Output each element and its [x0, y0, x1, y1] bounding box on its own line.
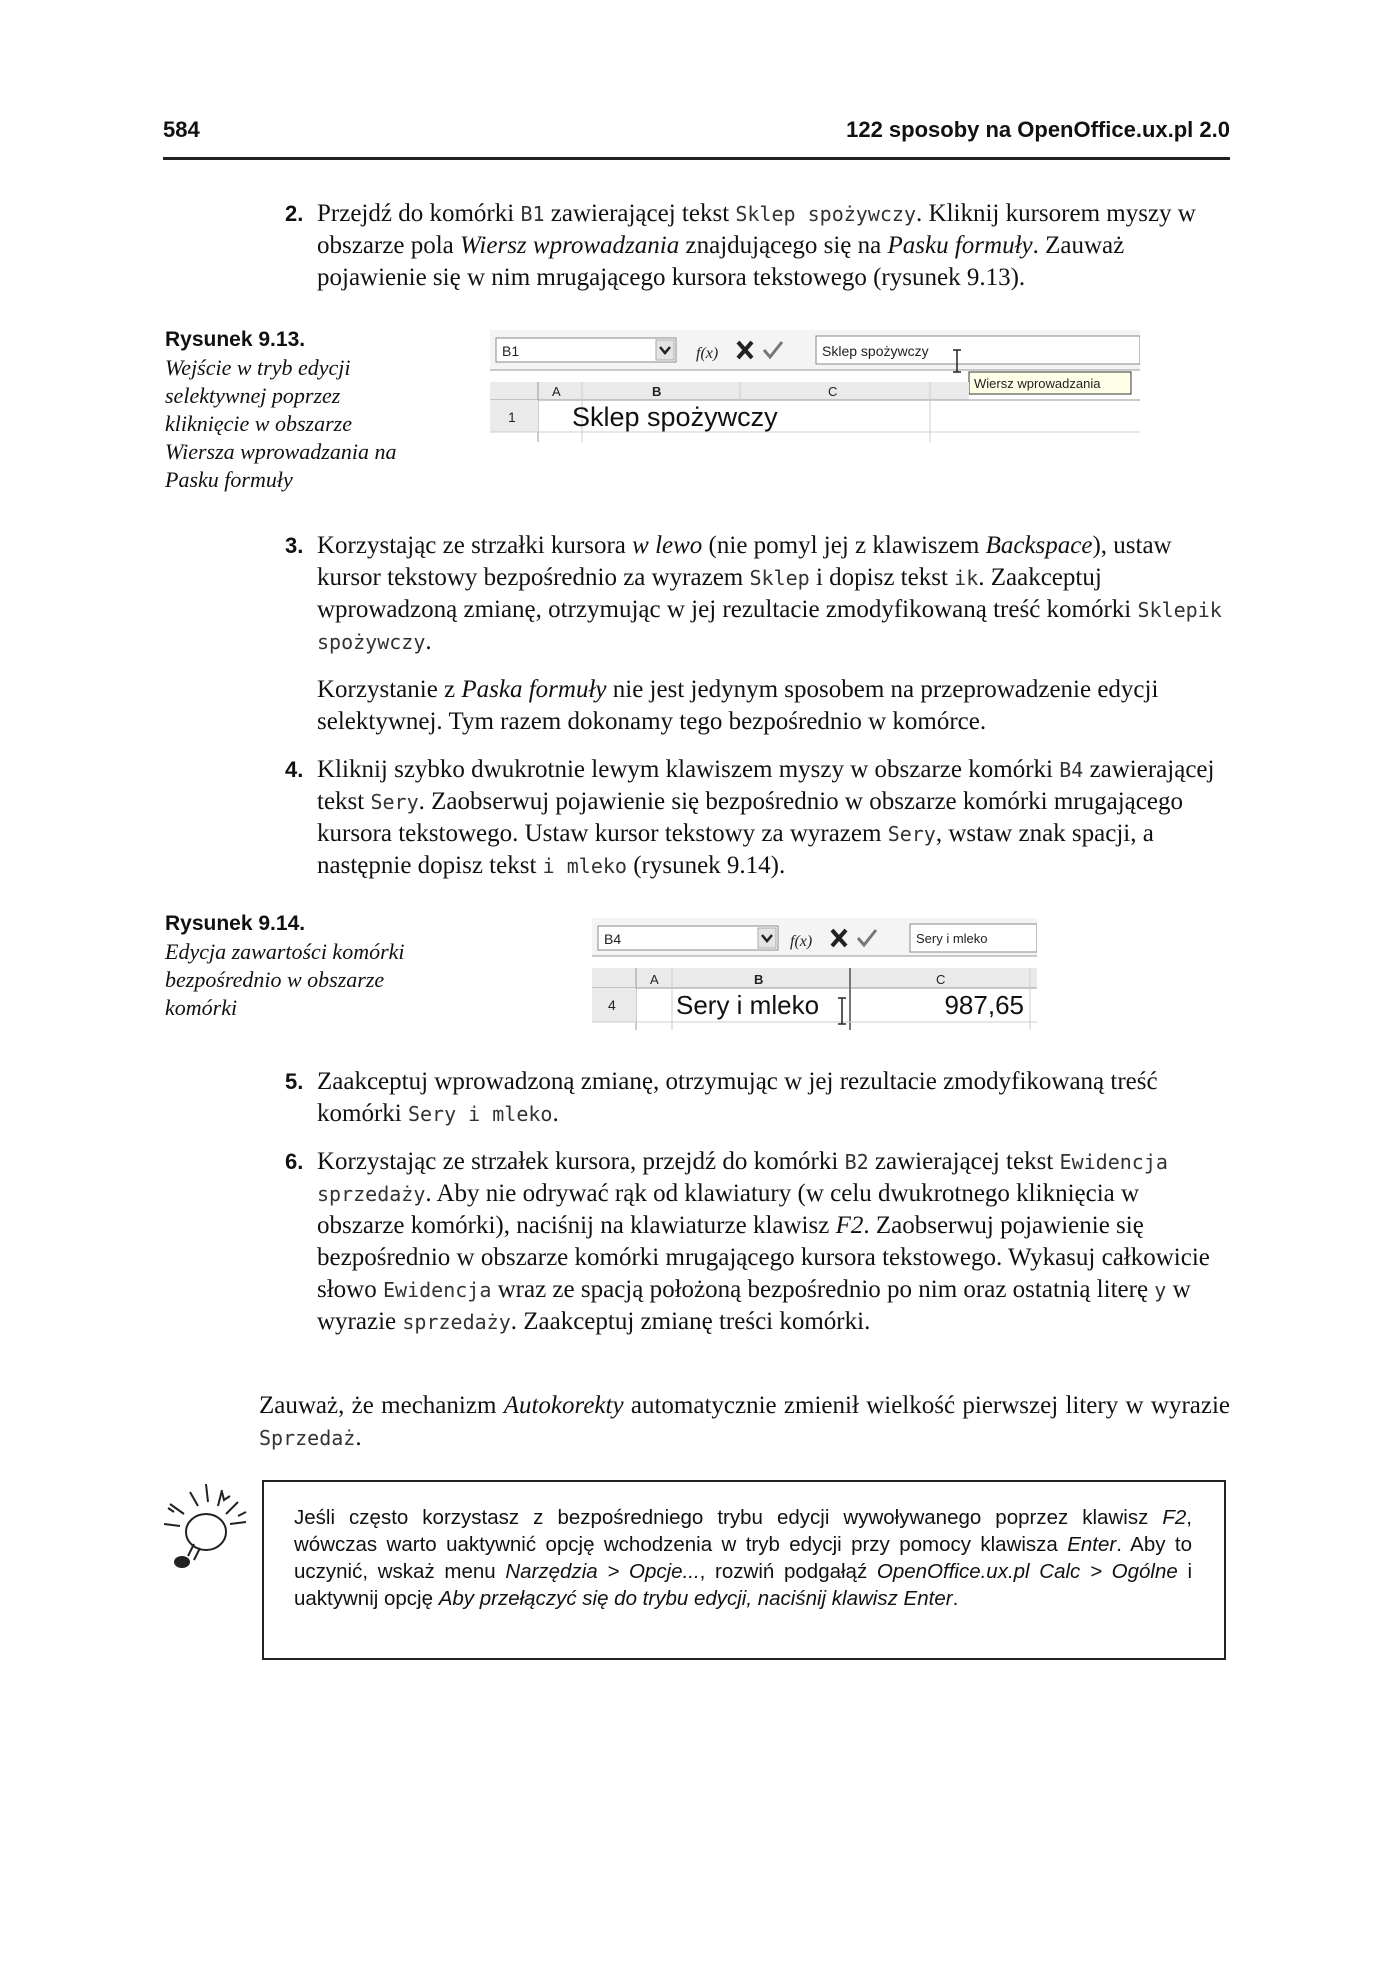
- step-text: [317, 1146, 1230, 1338]
- code: Ewidencja: [382, 1278, 492, 1302]
- code: ik: [954, 566, 979, 590]
- emphasis: w lewo: [632, 532, 703, 559]
- lightbulb-icon: [160, 1482, 252, 1572]
- name-box[interactable]: B4: [604, 931, 622, 947]
- text: zawierającej tekst: [868, 1148, 1060, 1175]
- step-6: [285, 1146, 1230, 1338]
- code: Sprzedaż: [259, 1426, 356, 1450]
- paragraph: [317, 674, 1230, 738]
- text: . Zaobserwuj pojawienie się bezpośrednio w obszarze komórki mrugającego kursora tekstowego. Wykasuj całkowicie słowo: [317, 1212, 1210, 1303]
- step-text: [317, 1066, 1230, 1130]
- code: i mleko: [542, 854, 627, 878]
- text: .: [952, 1587, 959, 1610]
- step-number: 3.: [285, 533, 304, 558]
- column-header-c[interactable]: C: [828, 384, 838, 399]
- emphasis: Wiersz wprowadzania: [459, 232, 680, 259]
- page-header: [163, 117, 1230, 160]
- figure-caption-9-13: [165, 326, 405, 494]
- step-5: [285, 1066, 1230, 1130]
- code: Sklep spożywczy: [735, 202, 917, 226]
- figure-title: Rysunek 9.14.: [165, 912, 306, 935]
- text: . Zauważ pojawienie się w nim mrugającego kursora tekstowego (rysunek 9.13).: [317, 232, 1125, 291]
- figure-9-13-screenshot: [490, 330, 1140, 442]
- function-wizard-icon[interactable]: f(x): [696, 345, 719, 362]
- cell-a1[interactable]: Sklep spożywczy: [572, 402, 778, 432]
- text: (rysunek 9.14).: [626, 852, 786, 879]
- emphasis: Aby przełączyć się do trybu edycji, naciśnij klawisz Enter: [438, 1587, 953, 1610]
- text: Zauważ, że mechanizm: [259, 1392, 504, 1419]
- text: Kliknij szybko dwukrotnie lewym klawiszem myszy w obszarze komórki: [317, 756, 1060, 783]
- emphasis: F2: [835, 1212, 864, 1239]
- step-4: [285, 754, 1230, 882]
- emphasis: OpenOffice.ux.pl Calc > Ogólne: [876, 1560, 1178, 1583]
- text: Jeśli często korzystasz z bezpośredniego trybu edycji wywoływanego poprzez klawisz: [294, 1506, 1163, 1529]
- text: i dopisz tekst: [809, 564, 955, 591]
- text: Korzystając ze strzałki kursora: [317, 532, 633, 559]
- text: zawierającej tekst: [317, 756, 1215, 815]
- text: . Zaakceptuj zmianę treści komórki.: [510, 1308, 871, 1335]
- figure-caption-text: Edycja zawartości komórki bezpośrednio w obszarze komórki: [165, 939, 405, 1020]
- code: Sklep: [749, 566, 810, 590]
- text: w wyrazie: [317, 1276, 1191, 1335]
- text: Korzystanie z: [317, 676, 462, 703]
- page-number: 584: [163, 117, 200, 142]
- emphasis: Backspace: [985, 532, 1093, 559]
- closing-paragraph: [259, 1390, 1230, 1454]
- text: . Zaobserwuj pojawienie się bezpośrednio w obszarze komórki mrugającego kursora tekstowego. Ustaw kursor tekstowy za wyrazem: [317, 788, 1183, 847]
- figure-caption-9-14: [165, 910, 405, 1022]
- code: Sery: [370, 790, 419, 814]
- text: (nie pomyl jej z klawiszem: [702, 532, 986, 559]
- code: B1: [520, 202, 545, 226]
- column-header-c[interactable]: C: [936, 972, 946, 987]
- tooltip: Wiersz wprowadzania: [974, 376, 1101, 391]
- row-header[interactable]: 1: [508, 409, 516, 425]
- input-line[interactable]: Sklep spożywczy: [822, 343, 929, 359]
- text: , wstaw znak spacji, a następnie dopisz tekst: [317, 820, 1154, 879]
- text: . Kliknij kursorem myszy w obszarze pola: [317, 200, 1196, 259]
- column-header-a[interactable]: A: [650, 972, 659, 987]
- emphasis: Narzędzia > Opcje...: [505, 1560, 700, 1583]
- step-number: 4.: [285, 757, 304, 782]
- text: nie jest jedynym sposobem na przeprowadzenie edycji selektywnej. Tym razem dokonamy tego bezpośrednio w komórce.: [317, 676, 1159, 735]
- text: i uaktywnij opcję: [294, 1560, 1193, 1610]
- text: .: [425, 628, 432, 655]
- step-text: [317, 198, 1230, 294]
- text: Przejdź do komórki: [317, 200, 521, 227]
- text: automatycznie zmienił wielkość pierwszej litery w wyrazie: [623, 1392, 1231, 1419]
- column-header-a[interactable]: A: [552, 384, 561, 399]
- text: zawierającej tekst: [544, 200, 736, 227]
- text: Korzystając ze strzałek kursora, przejdź do komórki: [317, 1148, 845, 1175]
- code: y: [1154, 1278, 1167, 1302]
- figure-title: Rysunek 9.13.: [165, 328, 306, 351]
- text: .: [552, 1100, 559, 1127]
- code: Sklepik spożywczy: [317, 598, 1222, 654]
- step-text: [317, 754, 1230, 882]
- row-header[interactable]: 4: [608, 997, 616, 1013]
- code: B2: [844, 1150, 869, 1174]
- emphasis: Autokorekty: [503, 1392, 624, 1419]
- name-box[interactable]: B1: [502, 343, 520, 359]
- figure-9-14-screenshot: [592, 918, 1037, 1030]
- text: . Aby to uczynić, wskaż menu: [294, 1533, 1192, 1583]
- tip-text: [294, 1504, 1192, 1612]
- text: Zaakceptuj wprowadzoną zmianę, otrzymując w jej rezultacie zmodyfikowaną treść komórki: [317, 1068, 1158, 1127]
- text: , wówczas warto uaktywnić opcję wchodzenia w tryb edycji przy pomocy klawisza: [294, 1506, 1192, 1556]
- step-2: [285, 198, 1230, 294]
- function-wizard-icon[interactable]: f(x): [790, 933, 813, 950]
- column-header-b[interactable]: B: [652, 384, 662, 399]
- emphasis: Enter: [1067, 1533, 1117, 1556]
- book-title: 122 sposoby na OpenOffice.ux.pl 2.0: [846, 117, 1230, 142]
- text: znajdującego się na: [679, 232, 888, 259]
- text: ), ustaw kursor tekstowy bezpośrednio za wyrazem: [317, 532, 1172, 591]
- text: wraz ze spacją położoną bezpośrednio po nim oraz ostatnią literę: [491, 1276, 1155, 1303]
- text: . Zaakceptuj wprowadzoną zmianę, otrzymując w jej rezultacie zmodyfikowaną treść komórki: [317, 564, 1138, 623]
- text: . Aby nie odrywać rąk od klawiatury (w celu dwukrotnego kliknięcia w obszarze komórki), naciśnij na klawiaturze klawisz: [317, 1180, 1140, 1239]
- emphasis: F2: [1162, 1506, 1187, 1529]
- emphasis: Paska formuły: [461, 676, 607, 703]
- emphasis: Pasku formuły: [887, 232, 1033, 259]
- code: sprzedaży: [402, 1310, 511, 1334]
- tip-box: [262, 1480, 1226, 1660]
- step-number: 6.: [285, 1149, 304, 1174]
- code: Sery: [887, 822, 936, 846]
- code: Ewidencja sprzedaży: [317, 1150, 1168, 1206]
- step-number: 5.: [285, 1069, 304, 1094]
- figure-caption-text: Wejście w tryb edycji selektywnej poprzez kliknięcie w obszarze Wiersza wprowadzania na Pasku formuły: [165, 355, 397, 492]
- step-3: [285, 530, 1230, 658]
- column-header-b[interactable]: B: [754, 972, 764, 987]
- code: Sery i mleko: [407, 1102, 553, 1126]
- cell-b4[interactable]: Sery i mleko: [676, 990, 820, 1020]
- cell-c4[interactable]: 987,65: [944, 990, 1024, 1020]
- text: .: [355, 1424, 362, 1451]
- code: B4: [1059, 758, 1084, 782]
- step-text: [317, 530, 1230, 658]
- input-line[interactable]: Sery i mleko: [916, 931, 988, 946]
- text: , rozwiń podgałąź: [699, 1560, 877, 1583]
- step-number: 2.: [285, 201, 304, 226]
